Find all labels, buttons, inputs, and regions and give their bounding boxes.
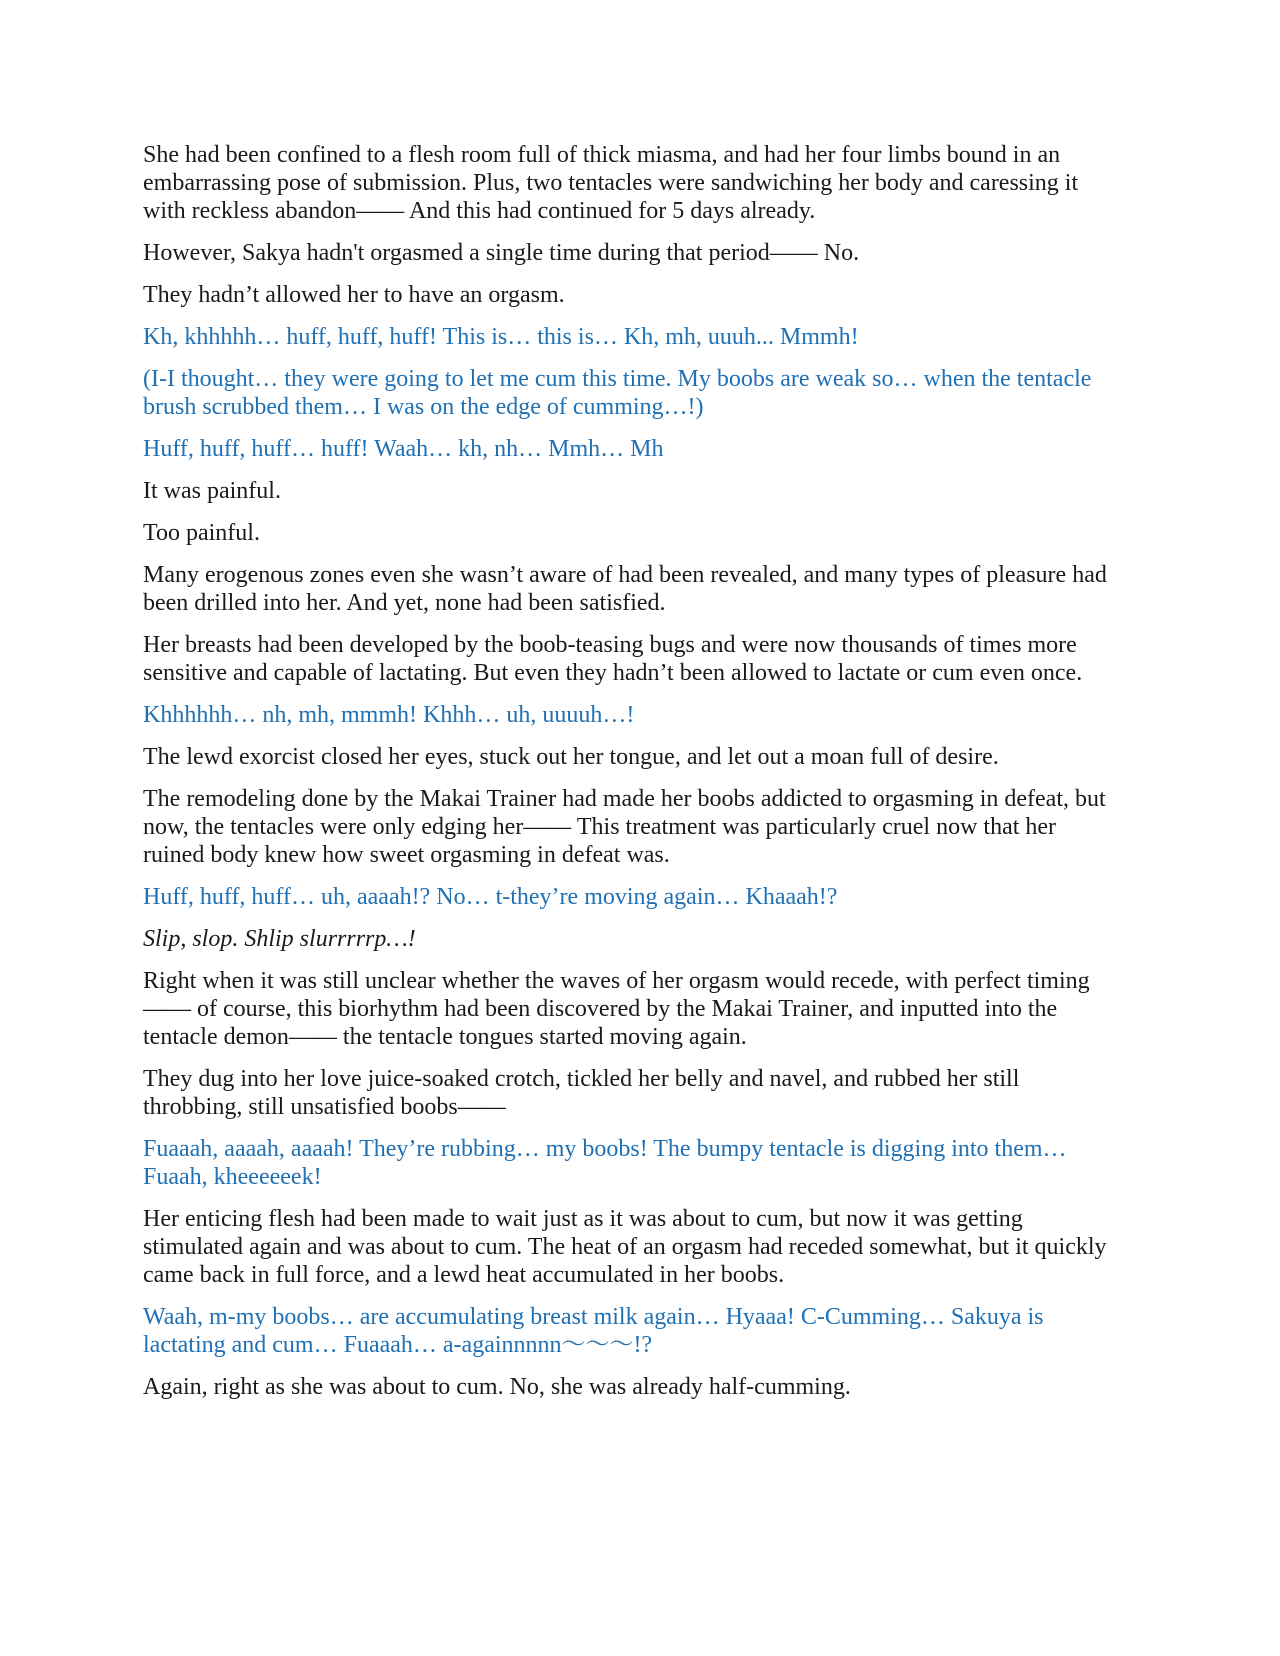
paragraph: The remodeling done by the Makai Trainer had made her boobs addicted to orgasming in defeat, but now, the tentacles were only edging her—— This treatment was particularly cruel now that her ruined body knew how sweet orgasming in defeat was. bbox=[143, 786, 1106, 868]
paragraph: However, Sakya hadn't orgasmed a single time during that period—— No. bbox=[143, 240, 860, 266]
paragraph: The lewd exorcist closed her eyes, stuck out her tongue, and let out a moan full of desire. bbox=[143, 744, 999, 770]
paragraph: She had been confined to a flesh room full of thick miasma, and had her four limbs bound in an embarrassing pose of submission. Plus, two tentacles were sandwiching her body and caressing it with reckless abandon—— And this had continued for 5 days already. bbox=[143, 142, 1079, 224]
paragraph: Huff, huff, huff… uh, aaaah!? No… t-they’re moving again… Khaaah!? bbox=[143, 884, 838, 910]
document-body bbox=[143, 141, 1118, 1401]
paragraph: Her enticing flesh had been made to wait just as it was about to cum, but now it was getting stimulated again and was about to cum. The heat of an orgasm had receded somewhat, but it quickly came back in full force, and a lewd heat accumulated in her boobs. bbox=[143, 1206, 1107, 1288]
paragraph: They dug into her love juice-soaked crotch, tickled her belly and navel, and rubbed her still throbbing, still unsatisfied boobs—— bbox=[143, 1066, 1020, 1120]
paragraph: Her breasts had been developed by the boob-teasing bugs and were now thousands of times more sensitive and capable of lactating. But even they hadn’t been allowed to lactate or cum even once. bbox=[143, 632, 1083, 686]
paragraph: Again, right as she was about to cum. No, she was already half-cumming. bbox=[143, 1374, 851, 1400]
paragraph: Huff, huff, huff… huff! Waah… kh, nh… Mmh… Mh bbox=[143, 436, 664, 462]
paragraph: (I-I thought… they were going to let me cum this time. My boobs are weak so… when the tentacle brush scrubbed them… I was on the edge of cumming…!) bbox=[143, 366, 1092, 420]
paragraph: Waah, m-my boobs… are accumulating breast milk again… Hyaaa! C-Cumming… Sakuya is lactating and cum… Fuaaah… a-againnnnn～～～!? bbox=[143, 1304, 1044, 1358]
paragraph: Fuaaah, aaaah, aaaah! They’re rubbing… my boobs! The bumpy tentacle is digging into them… Fuaah, kheeeeeek! bbox=[143, 1136, 1067, 1190]
paragraph: Kh, khhhhh… huff, huff, huff! This is… this is… Kh, mh, uuuh... Mmmh! bbox=[143, 324, 859, 350]
paragraph: They hadn’t allowed her to have an orgasm. bbox=[143, 282, 565, 308]
paragraph: It was painful. bbox=[143, 478, 281, 504]
paragraph: Slip, slop. Shlip slurrrrrp…! bbox=[143, 926, 416, 952]
paragraph: Right when it was still unclear whether the waves of her orgasm would recede, with perfect timing—— of course, this biorhythm had been discovered by the Makai Trainer, and inputted into the tentacle demon—— the tentacle tongues started moving again. bbox=[143, 968, 1090, 1050]
paragraph: Many erogenous zones even she wasn’t aware of had been revealed, and many types of pleasure had been drilled into her. And yet, none had been satisfied. bbox=[143, 562, 1107, 616]
paragraph: Too painful. bbox=[143, 520, 260, 546]
paragraph: Khhhhhh… nh, mh, mmmh! Khhh… uh, uuuuh…! bbox=[143, 702, 635, 728]
